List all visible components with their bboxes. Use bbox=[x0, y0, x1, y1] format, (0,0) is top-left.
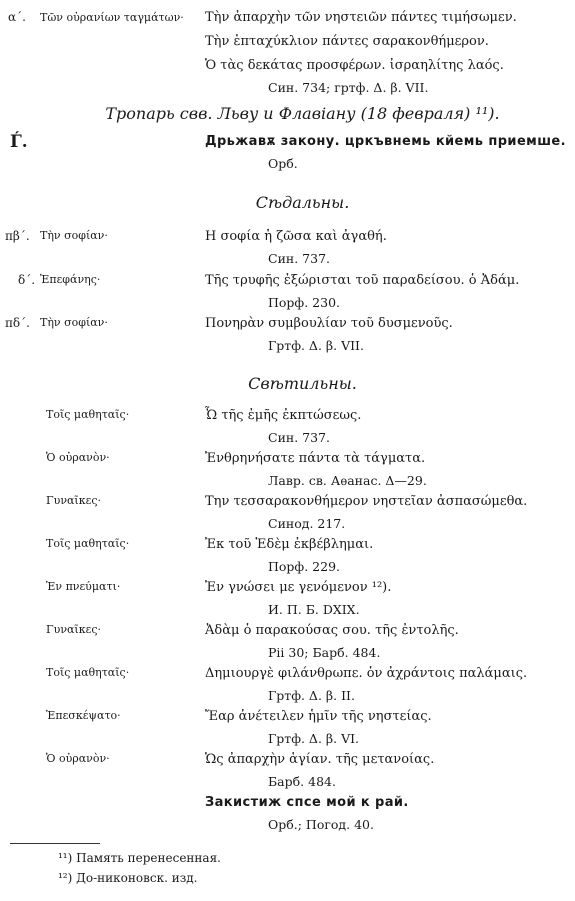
entry-line: Ἀδὰμ ὁ παρακούσας σου. τῆς ἐντολῆς. bbox=[205, 623, 459, 638]
sedalny-heading: Сѣдальны. bbox=[255, 193, 350, 212]
entry-reference: Τοῖς μαθηταῖς· bbox=[46, 537, 130, 550]
entry-source: Син. 737. bbox=[268, 251, 331, 266]
entry-line: Ἐνθρηνήσατε πάντα τὰ τάγματα. bbox=[205, 451, 426, 466]
entry-source: Гртф. Δ. β. II. bbox=[268, 688, 355, 703]
entry-line: Τῆς τρυφῆς ἐξώρισται τοῦ παραδείσου. ὁ Ἀδάμ. bbox=[205, 273, 520, 288]
entry-reference: Ἐπεσκέψατο· bbox=[46, 709, 121, 722]
entry-reference: Τοῖς μαθηταῖς· bbox=[46, 666, 130, 679]
entry-source: Син. 734; гртф. Δ. β. VII. bbox=[268, 80, 429, 95]
entry-line: Τὴν ἑπταχύκλιον πάντες σαρακονθήμερον. bbox=[205, 34, 489, 49]
entry-reference: Ὁ οὐρανὸν· bbox=[46, 752, 110, 765]
footnote-divider bbox=[10, 843, 100, 844]
entry-line: Ὡς ἀπαρχὴν ἁγίαν. τῆς μετανοίας. bbox=[205, 752, 435, 767]
entry-reference: Ὁ οὐρανὸν· bbox=[46, 451, 110, 464]
entry-line: Τὴν ἀπαρχὴν τῶν νηστειῶν πάντες τιμήσωμεν. bbox=[205, 10, 517, 25]
entry-source: Лавр. св. Аѳанас. Δ—29. bbox=[268, 473, 427, 488]
entry-source: Гртф. Δ. β. VI. bbox=[268, 731, 360, 746]
entry-line: Πονηρὰν συμβουλίαν τοῦ δυσμενοῦς. bbox=[205, 316, 453, 331]
entry-number: δ΄. bbox=[18, 273, 36, 287]
svetilny-heading: Свѣтильны. bbox=[248, 374, 357, 393]
entry-line: Ὦ τῆς ἐμῆς ἐκπτώσεως. bbox=[205, 408, 362, 423]
footnote: ¹¹) Память перенесенная. bbox=[58, 851, 221, 865]
entry-reference: Τὴν σοφίαν· bbox=[40, 316, 108, 329]
entry-line: Ὁ τὰς δεκάτας προσφέρων. ἰσραηλίτης λαός. bbox=[205, 58, 504, 73]
entry-source: Гртф. Δ. β. VII. bbox=[268, 338, 364, 353]
entry-reference: Τοῖς μαθηταῖς· bbox=[46, 408, 130, 421]
entry-reference: Ἐπεφάνης· bbox=[40, 273, 101, 286]
troparion-heading: Тропарь свв. Льву и Флавіану (18 февраля) ¹¹). bbox=[105, 104, 500, 123]
entry-line: Дрьжавѫ закону. цркъвнемь кйемь приемше. bbox=[205, 134, 566, 149]
entry-reference: Γυναῖκες· bbox=[46, 494, 101, 507]
entry-number: α΄. bbox=[8, 10, 26, 24]
entry-source: Порф. 229. bbox=[268, 559, 340, 574]
entry-line: Την τεσσαρακονθήμερον νηστεῖαν ἀσπασώμεθα. bbox=[205, 494, 528, 509]
entry-line: Закистиж спсе мой к рай. bbox=[205, 795, 409, 810]
entry-reference: Γυναῖκες· bbox=[46, 623, 101, 636]
entry-source: Орб.; Погод. 40. bbox=[268, 817, 374, 832]
entry-line: Ἔαρ ἀνέτειλεν ἡμῖν τῆς νηστείας. bbox=[205, 709, 432, 724]
entry-source: Барб. 484. bbox=[268, 774, 336, 789]
entry-line: Δημιουργὲ φιλάνθρωπε. ὁν ἀχράντοις παλάμαις. bbox=[205, 666, 528, 681]
entry-source: Синод. 217. bbox=[268, 516, 346, 531]
entry-reference: Τῶν οὐρανίων ταγμάτων· bbox=[40, 11, 184, 24]
entry-number: πβ΄. bbox=[5, 229, 30, 243]
entry-source: Син. 737. bbox=[268, 430, 331, 445]
entry-line: Ἐκ τοῦ Ἐδὲμ ἐκβέβλημαι. bbox=[205, 537, 374, 552]
entry-source: И. П. Б. DXIX. bbox=[268, 602, 360, 617]
entry-source: Порф. 230. bbox=[268, 295, 340, 310]
entry-source: Орб. bbox=[268, 156, 298, 171]
entry-number: πδ΄. bbox=[5, 316, 30, 330]
footnote: ¹²) До-никоновск. изд. bbox=[58, 871, 198, 885]
entry-reference: Τὴν σοφίαν· bbox=[40, 229, 108, 242]
entry-reference: Ἐν πνεύματι· bbox=[46, 580, 121, 593]
entry-source: Pii 30; Барб. 484. bbox=[268, 645, 381, 660]
entry-line: Ἐν γνώσει με γενόμενον ¹²). bbox=[205, 580, 392, 595]
entry-number: Ѓ. bbox=[10, 132, 28, 152]
entry-line: Η σοφία ἡ ζῶσα καὶ ἀγαθή. bbox=[205, 229, 387, 244]
